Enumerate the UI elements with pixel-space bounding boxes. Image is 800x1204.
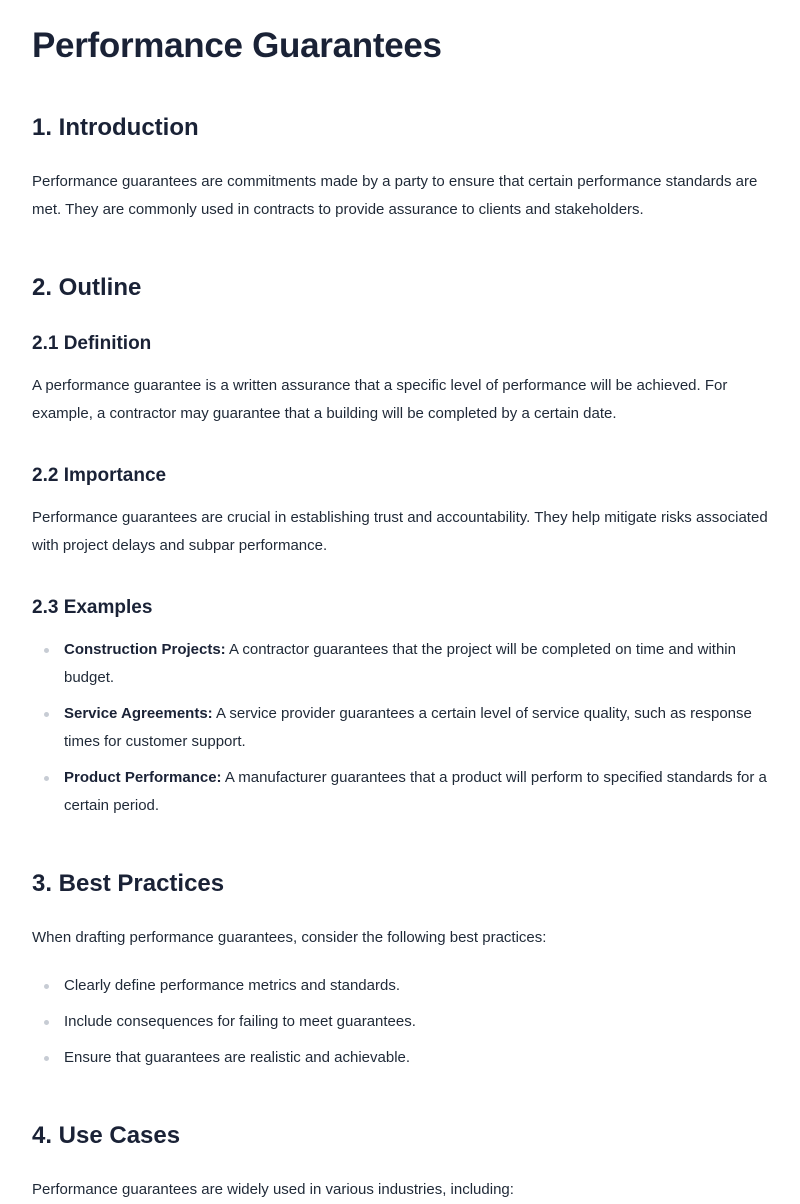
example-text: A service provider guarantees a certain level of service quality, such as response times for customer support. — [64, 705, 752, 750]
example-term: Construction Projects: — [64, 641, 226, 658]
list-item — [32, 700, 772, 756]
example-text: A manufacturer guarantees that a product will perform to specified standards for a certain period. — [64, 769, 767, 814]
example-term: Product Performance: — [64, 769, 222, 786]
list-item — [32, 636, 772, 692]
example-text: A contractor guarantees that the project will be completed on time and within budget. — [64, 641, 736, 686]
example-term: Service Agreements: — [64, 705, 213, 722]
use-cases-paragraph: Performance guarantees are widely used in various industries, including: — [32, 1181, 514, 1198]
introduction-paragraph: Performance guarantees are commitments made by a party to ensure that certain performance standards are met. They are commonly used in contracts to provide assurance to clients and stakeholders. — [32, 173, 758, 218]
best-practices-paragraph: When drafting performance guarantees, consider the following best practices: — [32, 929, 547, 946]
section-heading-introduction: 1. Introduction — [32, 114, 199, 141]
best-practices-list — [32, 972, 772, 1080]
section-heading-outline: 2. Outline — [32, 274, 142, 301]
list-item: Include consequences for failing to meet guarantees. — [32, 1008, 772, 1036]
subsection-heading-examples: 2.3 Examples — [32, 597, 153, 618]
list-item: Ensure that guarantees are realistic and achievable. — [32, 1044, 772, 1072]
subsection-heading-importance: 2.2 Importance — [32, 465, 167, 486]
examples-list — [32, 636, 772, 828]
section-heading-use-cases: 4. Use Cases — [32, 1122, 181, 1149]
subsection-heading-definition: 2.1 Definition — [32, 333, 152, 354]
importance-paragraph: Performance guarantees are crucial in establishing trust and accountability. They help mitigate risks associated with project delays and subpar performance. — [32, 509, 768, 554]
definition-paragraph: A performance guarantee is a written assurance that a specific level of performance will be achieved. For example, a contractor may guarantee that a building will be completed by a certain date. — [32, 377, 728, 422]
section-heading-best-practices: 3. Best Practices — [32, 870, 225, 897]
page-title: Performance Guarantees — [32, 26, 442, 65]
list-item: Clearly define performance metrics and standards. — [32, 972, 772, 1000]
list-item — [32, 764, 772, 820]
